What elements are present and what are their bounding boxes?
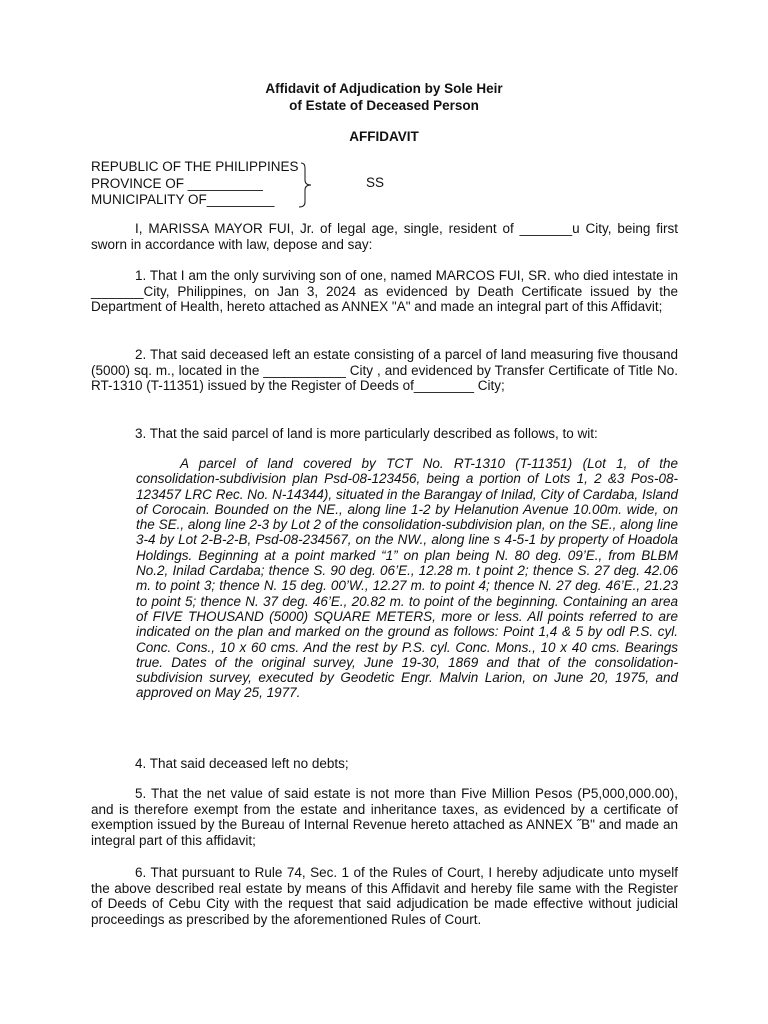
paragraph-6: 6. That pursuant to Rule 74, Sec. 1 of the Rules of Court, I hereby adjudicate unto myself the above described real estate by means of this Affidavit and hereby file same with the Register of Deeds of Cebu City with the request that said adjudication be made effective without judicial proceedings as prescribed by the aforementioned Rules of Court. xyxy=(91,865,678,927)
paragraph-4: 4. That said deceased left no debts; xyxy=(135,756,349,771)
venue-municipality: MUNICIPALITY OF_________ xyxy=(91,192,275,207)
intro-paragraph: I, MARISSA MAYOR FUI, Jr. of legal age, single, resident of _______u City, being first sworn in accordance with law, depose and say: xyxy=(91,221,678,252)
document-title-line-1: Affidavit of Adjudication by Sole Heir xyxy=(265,81,503,96)
affidavit-heading: AFFIDAVIT xyxy=(349,129,419,144)
paragraph-2: 2. That said deceased left an estate consisting of a parcel of land measuring five thousand (5000) sq. m., located in the ___________ City , and evidenced by Transfer Certificate of Title No. RT-1310 (T-11351) issued by the Register of Deeds of________ City; xyxy=(91,347,678,393)
paragraph-1: 1. That I am the only surviving son of one, named MARCOS FUI, SR. who died intestate in _______City, Philippines, on Jan 3, 2024 as evidenced by Death Certificate issued by the Department of Health, hereto attached as ANNEX "A" and made an integral part of this Affidavit; xyxy=(91,268,678,314)
paragraph-3: 3. That the said parcel of land is more particularly described as follows, to wit: xyxy=(135,426,598,441)
paragraph-5: 5. That the net value of said estate is not more than Five Million Pesos (P5,000,000.00), and is therefore exempt from the estate and inheritance taxes, as evidenced by a certificate of exemption issued by the Bureau of Internal Revenue hereto attached as ANNEX ˝B" and made an integral part of this affidavit; xyxy=(91,786,678,848)
venue-ss: SS xyxy=(366,175,385,190)
land-description: A parcel of land covered by TCT No. RT-1310 (T-11351) (Lot 1, of the consolidation-subdivision plan Psd-08-123456, being a portion of Lots 1, 2 &3 Pos-08-123457 LRC Rec. No. N-14344), situated in the Barangay of Inilad, City of Cardaba, Island of Corocain. Bounded on the NE., along line 1-2 by Helanution Avenue 10.00m. wide, on the SE., along line 2-3 by Lot 2 of the consolidation-subdivision plan, on the SE., along line 3-4 by Lot 2-B-2-B, Psd-08-234567, on the NW., along line s 4-5-1 by property of Hoadola Holdings. Beginning at a point marked “1” on plan being N. 80 deg. 09’E., from BLBM No.2, Inilad Cardaba; thence S. 90 deg. 06’E., 12.28 m. t point 2; thence S. 27 deg. 42.06 m. to point 3; thence N. 15 deg. 00’W., 12.27 m. to point 4; thence N. 27 deg. 46’E., 21.23 to point 5; thence N. 37 deg. 46’E., 20.82 m. to point of the beginning. Containing an area of FIVE THOUSAND (5000) SQUARE METERS, more or less. All points referred to are indicated on the plan and marked on the ground as follows: Point 1,4 & 5 by odl P.S. cyl. Conc. Cons., 10 x 60 cms. And the rest by P.S. cyl. Conc. Mons., 10 x 40 cms. Bearings true. Dates of the original survey, June 19-30, 1869 and that of the consolidation-subdivision survey, executed by Geodetic Engr. Malvin Larion, on June 20, 1975, and approved on May 25, 1977. xyxy=(136,456,678,701)
document-title-line-2: of Estate of Deceased Person xyxy=(289,98,479,113)
venue-province: PROVINCE OF __________ xyxy=(91,176,263,191)
venue-republic: REPUBLIC OF THE PHILIPPINES xyxy=(91,159,299,174)
venue-brace xyxy=(291,162,321,208)
